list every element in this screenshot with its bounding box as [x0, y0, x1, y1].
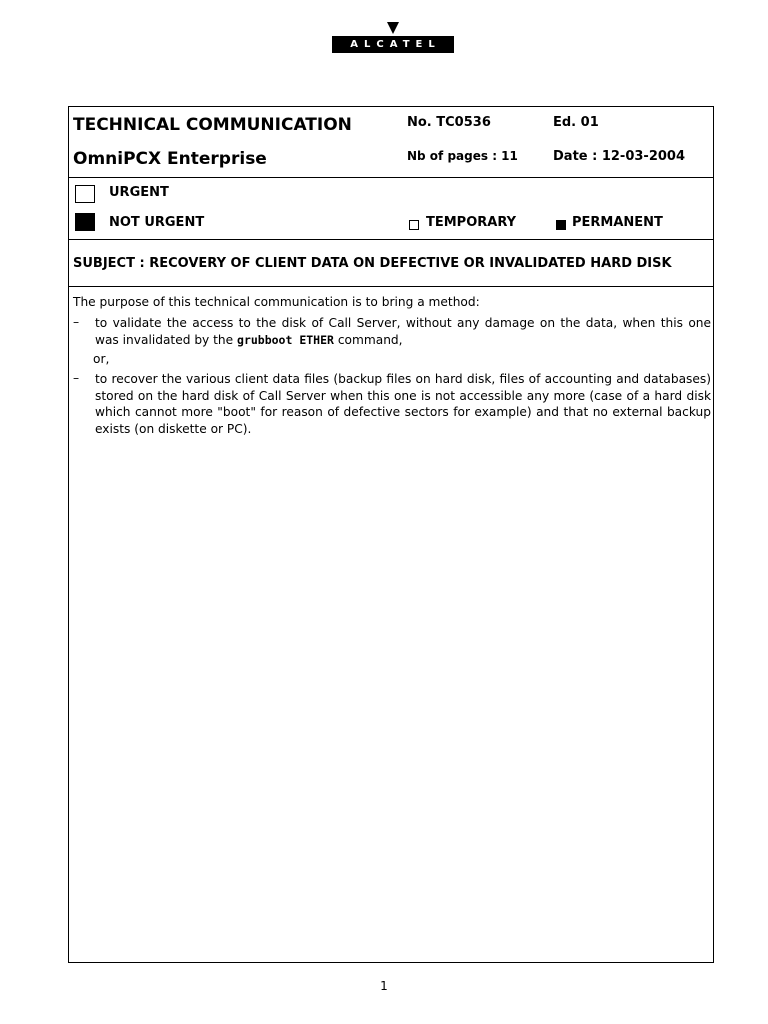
- permanent-label: PERMANENT: [572, 215, 663, 230]
- bullet-dash: –: [73, 371, 80, 385]
- urgent-label: URGENT: [109, 185, 169, 200]
- divider: [69, 177, 713, 178]
- document-frame: [68, 106, 714, 963]
- bullet-2: to recover the various client data files (backup files on hard disk, files of accounting and databases) stored on the hard disk of Call Server when this one is not accessible any more (case of a hard disk which cannot more "boot" for reason of defective sectors for example) and that no external backup exists (on diskette or PC).: [95, 372, 711, 436]
- edition: Ed. 01: [553, 115, 599, 130]
- not-urgent-label: NOT URGENT: [109, 215, 205, 230]
- bullet-1: [95, 315, 711, 348]
- issue-date: Date : 12-03-2004: [553, 149, 685, 164]
- or-text: or,: [93, 352, 110, 366]
- doc-title: TECHNICAL COMMUNICATION: [73, 115, 352, 135]
- bullet-1-text: to validate the access to the disk of Call Server, without any damage on the data, when this one was invalidated by the: [95, 316, 711, 347]
- logo-triangle-icon: [387, 22, 399, 34]
- logo-wordmark: ALCATEL: [332, 36, 454, 53]
- temporary-checkbox: [409, 220, 419, 230]
- page-count: Nb of pages : 11: [407, 149, 518, 163]
- not-urgent-checkbox: [75, 213, 95, 231]
- tc-number: No. TC0536: [407, 115, 491, 130]
- alcatel-logo: [332, 22, 454, 54]
- urgent-checkbox: [75, 185, 95, 203]
- page-number: 1: [380, 979, 388, 993]
- subject-line: SUBJECT : RECOVERY OF CLIENT DATA ON DEFECTIVE OR INVALIDATED HARD DISK: [73, 256, 672, 271]
- bullet-dash: –: [73, 315, 80, 329]
- divider: [69, 239, 713, 240]
- product-name: OmniPCX Enterprise: [73, 149, 267, 169]
- command-code: grubboot ETHER: [237, 332, 334, 347]
- bullet-1-suffix: command,: [333, 332, 403, 347]
- temporary-label: TEMPORARY: [426, 215, 517, 230]
- intro-paragraph: The purpose of this technical communication is to bring a method:: [73, 295, 480, 309]
- permanent-checkbox: [556, 220, 566, 230]
- divider: [69, 286, 713, 287]
